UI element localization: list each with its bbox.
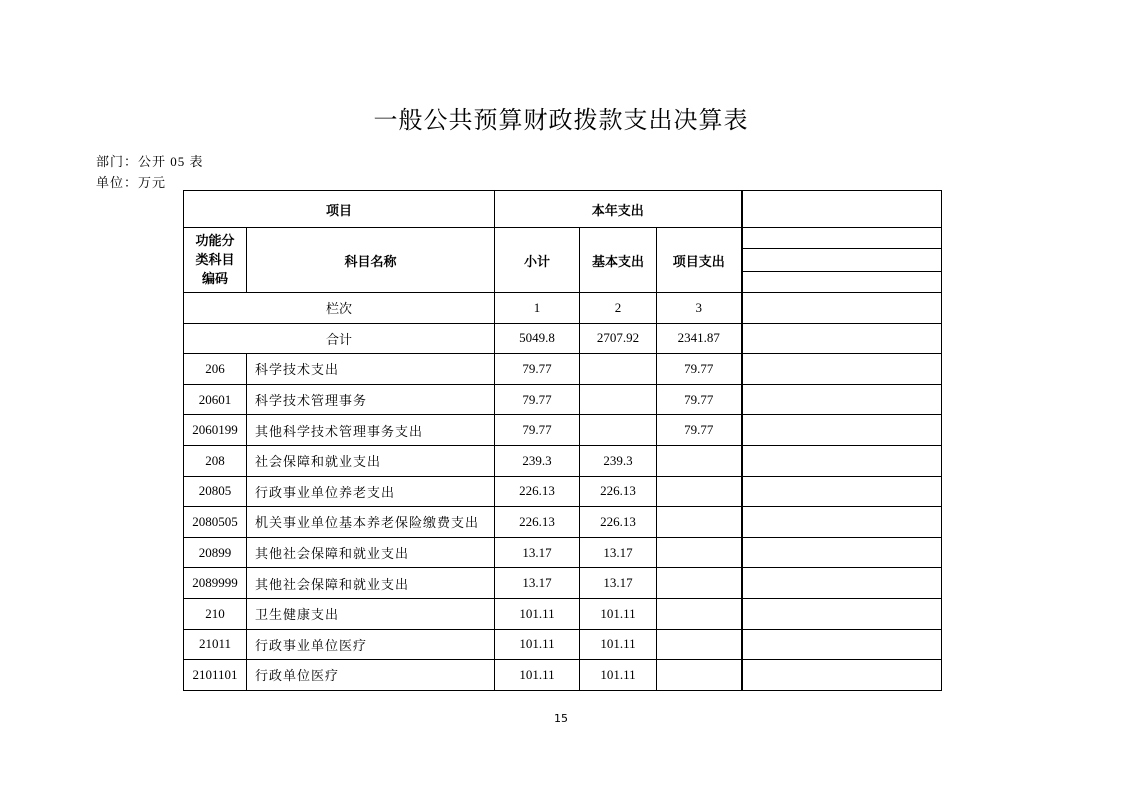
table-row [184, 384, 942, 415]
page-title: 一般公共预算财政拨款支出决算表 [373, 106, 749, 134]
blank-cell [742, 191, 942, 228]
table-row [184, 629, 942, 660]
row-basic [580, 354, 657, 385]
header-project: 项目支出 [657, 228, 742, 293]
row-project [657, 598, 742, 629]
blank-cell [742, 537, 942, 568]
row-project [657, 629, 742, 660]
row-basic [580, 415, 657, 446]
table-row [184, 354, 942, 385]
row-basic: 239.3 [580, 445, 657, 476]
blank-cell [742, 228, 942, 249]
table-row [184, 660, 942, 691]
header-subtotal: 小计 [495, 228, 580, 293]
row-name: 行政事业单位养老支出 [247, 476, 495, 507]
row-subtotal: 239.3 [495, 445, 580, 476]
total-row [184, 323, 942, 354]
blank-cell [742, 445, 942, 476]
row-basic: 101.11 [580, 598, 657, 629]
row-code: 20601 [184, 384, 247, 415]
row-subtotal: 13.17 [495, 537, 580, 568]
blank-cell [742, 660, 942, 691]
table-row [184, 445, 942, 476]
row-name: 其他社会保障和就业支出 [247, 568, 495, 599]
row-name: 科学技术支出 [247, 354, 495, 385]
row-project [657, 476, 742, 507]
blank-cell [742, 476, 942, 507]
row-code: 208 [184, 445, 247, 476]
blank-cell [742, 293, 942, 324]
row-subtotal: 226.13 [495, 507, 580, 538]
row-code: 2089999 [184, 568, 247, 599]
row-subtotal: 101.11 [495, 598, 580, 629]
column-index-2: 2 [580, 293, 657, 324]
row-project [657, 445, 742, 476]
blank-cell [742, 354, 942, 385]
row-project: 79.77 [657, 354, 742, 385]
column-index-label: 栏次 [184, 293, 495, 324]
blank-cell [742, 629, 942, 660]
row-name: 行政单位医疗 [247, 660, 495, 691]
blank-cell [742, 507, 942, 538]
column-index-3: 3 [657, 293, 742, 324]
row-basic: 226.13 [580, 507, 657, 538]
row-basic: 13.17 [580, 537, 657, 568]
blank-cell [742, 598, 942, 629]
row-code: 20899 [184, 537, 247, 568]
row-name: 其他科学技术管理事务支出 [247, 415, 495, 446]
table-row [184, 537, 942, 568]
row-subtotal: 13.17 [495, 568, 580, 599]
row-name: 科学技术管理事务 [247, 384, 495, 415]
row-project [657, 507, 742, 538]
row-name: 行政事业单位医疗 [247, 629, 495, 660]
blank-cell [742, 323, 942, 354]
row-basic: 101.11 [580, 629, 657, 660]
header-current-year: 本年支出 [495, 191, 742, 228]
row-name: 卫生健康支出 [247, 598, 495, 629]
page-number: 15 [554, 712, 568, 725]
total-label: 合计 [184, 323, 495, 354]
total-project: 2341.87 [657, 323, 742, 354]
blank-cell [742, 249, 942, 272]
row-subtotal: 79.77 [495, 415, 580, 446]
row-code: 210 [184, 598, 247, 629]
row-basic: 101.11 [580, 660, 657, 691]
row-subtotal: 101.11 [495, 660, 580, 691]
row-code: 2080505 [184, 507, 247, 538]
table-row [184, 476, 942, 507]
row-name: 其他社会保障和就业支出 [247, 537, 495, 568]
row-basic: 13.17 [580, 568, 657, 599]
row-project [657, 660, 742, 691]
row-project [657, 568, 742, 599]
row-name: 社会保障和就业支出 [247, 445, 495, 476]
table-row [184, 568, 942, 599]
row-subtotal: 79.77 [495, 384, 580, 415]
row-subtotal: 226.13 [495, 476, 580, 507]
row-code: 2101101 [184, 660, 247, 691]
row-code: 20805 [184, 476, 247, 507]
row-code: 2060199 [184, 415, 247, 446]
row-code: 21011 [184, 629, 247, 660]
row-basic: 226.13 [580, 476, 657, 507]
total-basic: 2707.92 [580, 323, 657, 354]
total-subtotal: 5049.8 [495, 323, 580, 354]
table-row [184, 598, 942, 629]
column-index-row [184, 293, 942, 324]
header-name: 科目名称 [247, 228, 495, 293]
header-item: 项目 [184, 191, 495, 228]
unit-label: 单位：万元 [96, 175, 167, 190]
column-index-1: 1 [495, 293, 580, 324]
row-code: 206 [184, 354, 247, 385]
row-basic [580, 384, 657, 415]
blank-cell [742, 415, 942, 446]
row-project: 79.77 [657, 415, 742, 446]
blank-cell [742, 568, 942, 599]
budget-table [183, 190, 942, 691]
row-subtotal: 79.77 [495, 354, 580, 385]
table-row [184, 415, 942, 446]
header-code: 功能分 类科目 编码 [184, 228, 247, 293]
table-row [184, 507, 942, 538]
row-project [657, 537, 742, 568]
row-subtotal: 101.11 [495, 629, 580, 660]
row-name: 机关事业单位基本养老保险缴费支出 [247, 507, 495, 538]
blank-cell [742, 272, 942, 293]
row-project: 79.77 [657, 384, 742, 415]
blank-cell [742, 384, 942, 415]
department-label: 部门：公开 05 表 [96, 154, 204, 169]
header-basic: 基本支出 [580, 228, 657, 293]
